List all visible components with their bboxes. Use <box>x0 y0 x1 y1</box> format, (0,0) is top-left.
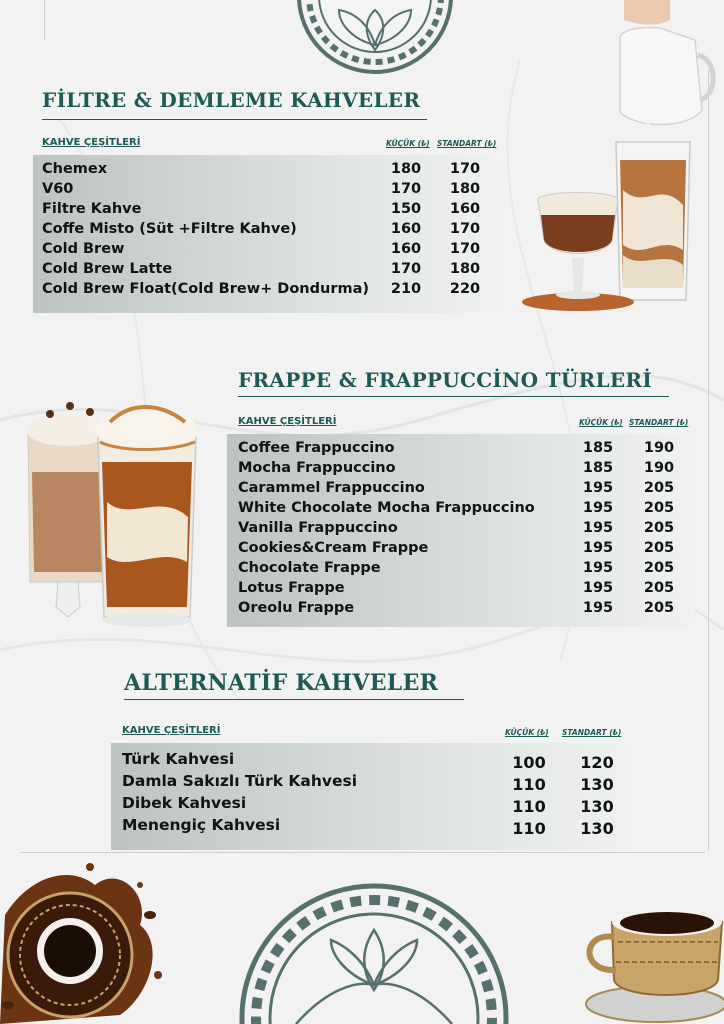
column-header: KAHVE ÇEŞİTLERİ <box>122 725 221 736</box>
item-name: Lotus Frappe <box>238 580 345 596</box>
item-name: Oreolu Frappe <box>238 600 355 616</box>
column-header: KAHVE ÇEŞİTLERİ <box>238 416 337 427</box>
price-standard: 170 <box>449 241 481 257</box>
frame-bottom-line <box>20 852 705 853</box>
turkish-coffee-image <box>572 892 724 1024</box>
list-item <box>227 598 695 618</box>
list-item <box>111 793 636 815</box>
item-name: V60 <box>42 181 74 197</box>
list-item <box>33 219 502 239</box>
price-small: 160 <box>390 241 422 257</box>
price-small: 185 <box>582 460 614 476</box>
price-small: 100 <box>512 753 546 772</box>
size-small-header: KÜÇÜK (₺) <box>505 728 549 737</box>
price-standard: 205 <box>643 600 675 616</box>
column-header: KAHVE ÇEŞİTLERİ <box>42 137 141 148</box>
item-name: Dibek Kahvesi <box>122 794 247 812</box>
list-item <box>111 815 636 837</box>
price-standard: 205 <box>643 480 675 496</box>
item-name: Filtre Kahve <box>42 201 142 217</box>
item-name: Türk Kahvesi <box>122 750 235 768</box>
size-small-header: KÜÇÜK (₺) <box>386 139 430 148</box>
size-standard-header: STANDART (₺) <box>629 418 689 427</box>
frappe-glasses-image <box>20 382 202 632</box>
iced-latte-image <box>520 0 724 315</box>
section-title-rule <box>124 699 464 700</box>
price-standard: 130 <box>580 819 614 838</box>
price-small: 195 <box>582 520 614 536</box>
frame-left-line <box>44 0 45 40</box>
list-item <box>227 538 695 558</box>
price-standard: 180 <box>449 181 481 197</box>
section-title-filtre: FİLTRE & DEMLEME KAHVELER <box>42 88 421 112</box>
list-item <box>33 259 502 279</box>
price-panel-frappe <box>227 434 695 627</box>
size-small-header: KÜÇÜK (₺) <box>579 418 623 427</box>
item-name: Mocha Frappuccino <box>238 460 396 476</box>
price-panel-alternatif <box>111 743 636 850</box>
item-name: Vanilla Frappuccino <box>238 520 398 536</box>
price-small: 110 <box>512 797 546 816</box>
list-item <box>227 558 695 578</box>
item-name: Carammel Frappuccino <box>238 480 425 496</box>
list-item <box>111 749 636 771</box>
list-item <box>33 239 502 259</box>
price-small: 195 <box>582 580 614 596</box>
list-item <box>227 438 695 458</box>
top-emblem-icon <box>294 0 456 77</box>
item-name: Chocolate Frappe <box>238 560 381 576</box>
item-name: Menengiç Kahvesi <box>122 816 281 834</box>
item-name: White Chocolate Mocha Frappuccino <box>238 500 535 516</box>
list-item <box>227 578 695 598</box>
list-item <box>33 179 502 199</box>
price-small: 170 <box>390 261 422 277</box>
price-panel-filtre <box>33 155 502 313</box>
price-standard: 190 <box>643 460 675 476</box>
item-name: Coffe Misto (Süt +Filtre Kahve) <box>42 221 297 237</box>
list-item <box>227 498 695 518</box>
section-title-alternatif: ALTERNATİF KAHVELER <box>124 670 439 696</box>
list-item <box>227 458 695 478</box>
item-name: Chemex <box>42 161 108 177</box>
bottom-emblem-icon <box>236 880 512 1024</box>
price-small: 195 <box>582 560 614 576</box>
price-standard: 220 <box>449 281 481 297</box>
list-item <box>33 199 502 219</box>
price-small: 195 <box>582 600 614 616</box>
price-standard: 205 <box>643 500 675 516</box>
price-standard: 130 <box>580 775 614 794</box>
item-name: Cookies&Cream Frappe <box>238 540 429 556</box>
price-small: 150 <box>390 201 422 217</box>
item-name: Cold Brew Latte <box>42 261 173 277</box>
price-standard: 130 <box>580 797 614 816</box>
item-name: Cold Brew Float(Cold Brew+ Dondurma) <box>42 281 369 297</box>
price-standard: 205 <box>643 560 675 576</box>
price-small: 170 <box>390 181 422 197</box>
item-name: Coffee Frappuccino <box>238 440 395 456</box>
price-small: 185 <box>582 440 614 456</box>
price-standard: 160 <box>449 201 481 217</box>
size-standard-header: STANDART (₺) <box>562 728 622 737</box>
price-standard: 205 <box>643 580 675 596</box>
list-item <box>227 518 695 538</box>
price-small: 110 <box>512 775 546 794</box>
price-small: 110 <box>512 819 546 838</box>
price-small: 210 <box>390 281 422 297</box>
price-standard: 170 <box>449 161 481 177</box>
price-standard: 190 <box>643 440 675 456</box>
price-standard: 120 <box>580 753 614 772</box>
list-item <box>33 279 502 299</box>
item-name: Damla Sakızlı Türk Kahvesi <box>122 772 358 790</box>
price-small: 195 <box>582 500 614 516</box>
section-title-frappe: FRAPPE & FRAPPUCCİNO TÜRLERİ <box>238 368 652 392</box>
price-small: 195 <box>582 480 614 496</box>
section-title-rule <box>238 396 669 397</box>
espresso-splash-image <box>0 855 170 1024</box>
price-small: 160 <box>390 221 422 237</box>
item-name: Cold Brew <box>42 241 125 257</box>
price-standard: 180 <box>449 261 481 277</box>
price-small: 195 <box>582 540 614 556</box>
price-small: 180 <box>390 161 422 177</box>
size-standard-header: STANDART (₺) <box>437 139 497 148</box>
price-standard: 205 <box>643 540 675 556</box>
price-standard: 170 <box>449 221 481 237</box>
list-item <box>227 478 695 498</box>
list-item <box>33 159 502 179</box>
list-item <box>111 771 636 793</box>
section-title-rule <box>42 119 427 120</box>
price-standard: 205 <box>643 520 675 536</box>
